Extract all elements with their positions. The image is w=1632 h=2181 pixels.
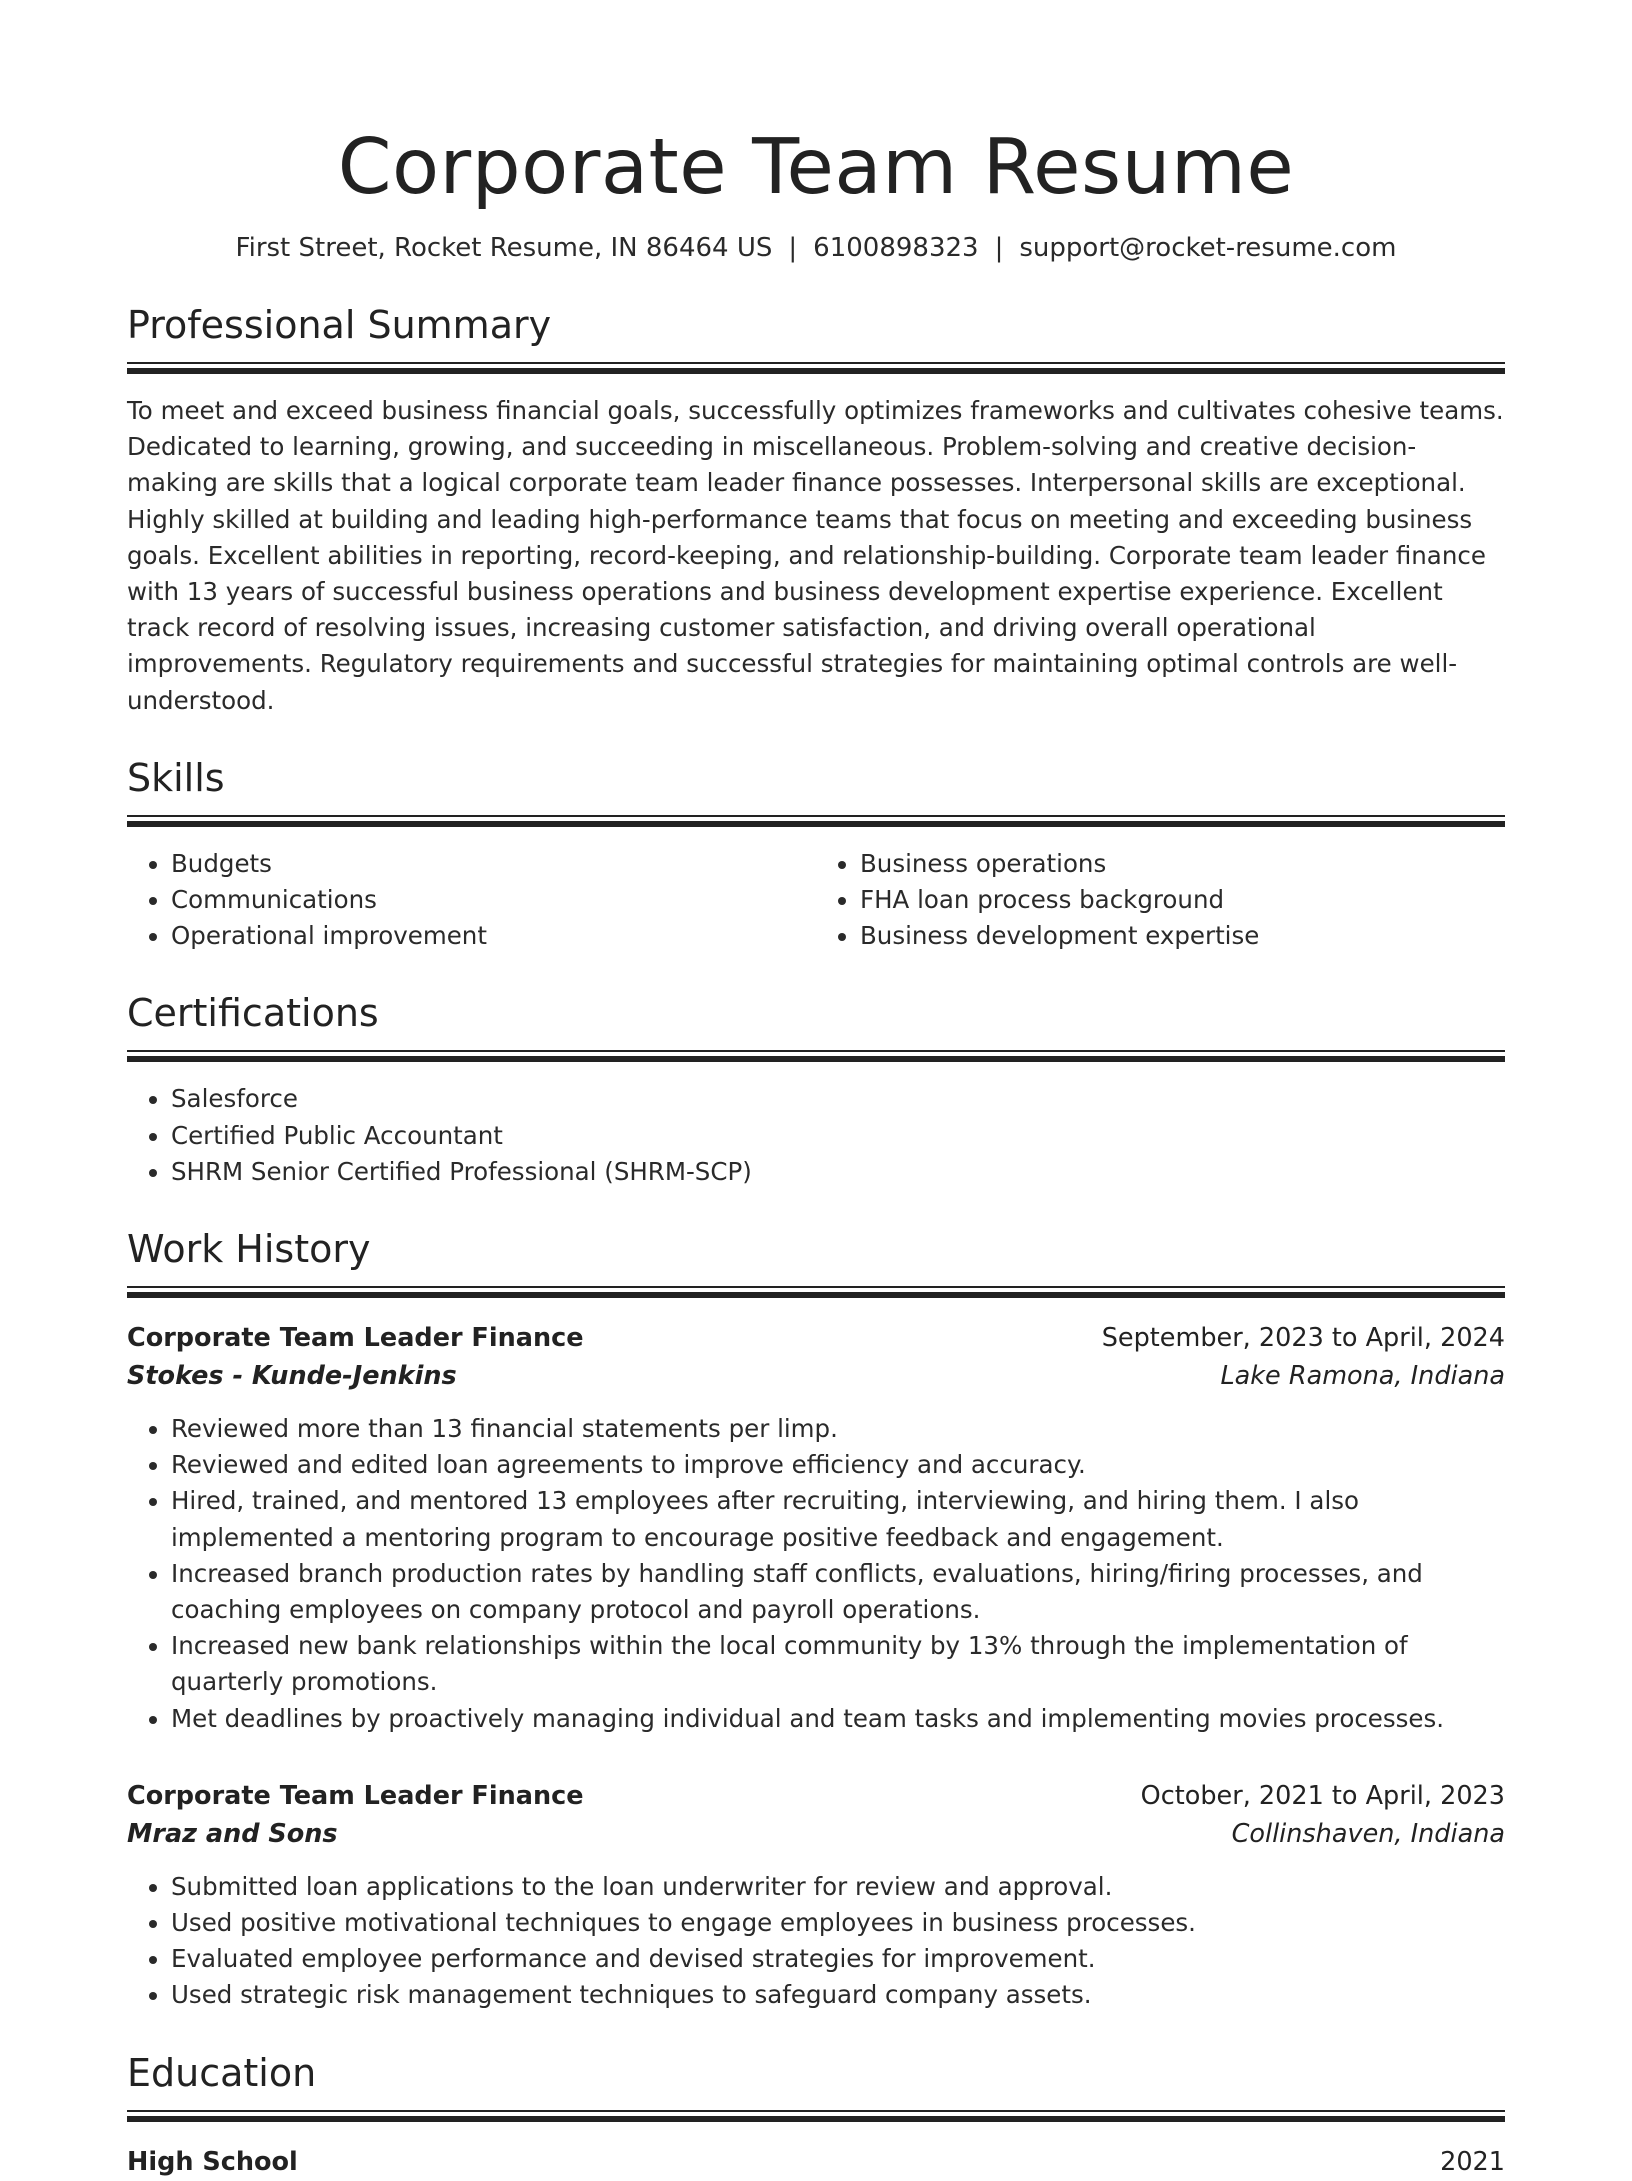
job-title: Corporate Team Leader Finance bbox=[127, 1780, 584, 1811]
job-bullet: • Used positive motivational techniques to engage employees in business processes. bbox=[171, 1905, 1505, 1941]
summary-heading: Professional Summary bbox=[127, 303, 552, 347]
job-bullet: • Evaluated employee performance and devised strategies for improvement. bbox=[171, 1941, 1505, 1977]
section-divider bbox=[127, 362, 1505, 375]
job-bullet: • Used strategic risk management techniques to safeguard company assets. bbox=[171, 1977, 1505, 2013]
education-year: 2021 bbox=[1440, 2146, 1505, 2177]
job-bullets bbox=[127, 1411, 1505, 1737]
education-degree: High School bbox=[127, 2146, 298, 2177]
skill-item: • FHA loan process background bbox=[860, 882, 1505, 918]
job-dates: September, 2023 to April, 2024 bbox=[1101, 1323, 1505, 1354]
skill-item: • Communications bbox=[171, 882, 816, 918]
skills-heading: Skills bbox=[127, 755, 225, 800]
job-title: Corporate Team Leader Finance bbox=[127, 1323, 584, 1354]
job-dates: October, 2021 to April, 2023 bbox=[1140, 1780, 1505, 1811]
job-bullet: • Met deadlines by proactively managing individual and team tasks and implementing movies processes. bbox=[171, 1701, 1505, 1737]
job-bullet: • Reviewed and edited loan agreements to improve efficiency and accuracy. bbox=[171, 1447, 1505, 1483]
contact-line bbox=[127, 230, 1505, 266]
skills-column-left bbox=[127, 846, 816, 955]
certification-item: • Certified Public Accountant bbox=[171, 1118, 1505, 1154]
job-entry bbox=[127, 1319, 1505, 1737]
summary-text: To meet and exceed business financial goals, successfully optimizes frameworks and cultivates cohesive teams. Dedicated to learning, growing, and succeeding in miscellaneous. Problem-solving and creative decision-making are skills that a logical corporate team leader finance possesses. Interpersonal skills are exceptional. Highly skilled at building and leading high-performance teams that focus on meeting and exceeding business goals. Excellent abilities in reporting, record-keeping, and relationship-building. Corporate team leader finance with 13 years of successful business operations and business development expertise experience. Excellent track record of resolving issues, increasing customer satisfaction, and driving overall operational improvements. Regulatory requirements and successful strategies for maintaining optimal controls are well-understood. bbox=[127, 396, 1504, 715]
skill-item: • Business operations bbox=[860, 846, 1505, 882]
contact-separator: | bbox=[788, 233, 798, 263]
certification-item: • SHRM Senior Certified Professional (SHRM-SCP) bbox=[171, 1154, 1505, 1190]
skill-item: • Operational improvement bbox=[171, 918, 816, 954]
certifications-heading: Certifications bbox=[127, 991, 379, 1036]
section-divider bbox=[127, 1286, 1505, 1299]
job-company: Stokes - Kunde-Jenkins bbox=[127, 1361, 457, 1392]
job-bullet: • Submitted loan applications to the loan underwriter for review and approval. bbox=[171, 1869, 1505, 1905]
job-bullet: • Increased new bank relationships within the local community by 13% through the implementation of quarterly promotions. bbox=[171, 1628, 1505, 1700]
skill-item: • Business development expertise bbox=[860, 918, 1505, 954]
education-entry bbox=[127, 2143, 1505, 2181]
job-bullets bbox=[127, 1869, 1505, 2014]
job-subheader bbox=[127, 1815, 1505, 1853]
work-history-heading: Work History bbox=[127, 1227, 371, 1272]
skills-column-right bbox=[816, 846, 1505, 955]
job-location: Lake Ramona, Indiana bbox=[1220, 1361, 1505, 1392]
skill-item: • Budgets bbox=[171, 846, 816, 882]
contact-phone: 6100898323 bbox=[813, 233, 979, 263]
contact-email: support@rocket-resume.com bbox=[1019, 233, 1397, 263]
job-location: Collinshaven, Indiana bbox=[1231, 1818, 1505, 1849]
certification-item: • Salesforce bbox=[171, 1081, 1505, 1117]
job-header bbox=[127, 1319, 1505, 1357]
section-divider bbox=[127, 1050, 1505, 1063]
contact-address: First Street, Rocket Resume, IN 86464 US bbox=[235, 233, 773, 263]
skills-list bbox=[127, 846, 1505, 955]
education-heading: Education bbox=[127, 2050, 317, 2095]
resume-title: Corporate Team Resume bbox=[337, 123, 1295, 212]
job-bullet: • Hired, trained, and mentored 13 employees after recruiting, interviewing, and hiring them. I also implemented a mentoring program to encourage positive feedback and engagement. bbox=[171, 1483, 1505, 1555]
job-subheader bbox=[127, 1357, 1505, 1395]
section-divider bbox=[127, 815, 1505, 828]
job-header bbox=[127, 1777, 1505, 1815]
job-bullet: • Increased branch production rates by handling staff conflicts, evaluations, hiring/firing processes, and coaching employees on company protocol and payroll operations. bbox=[171, 1556, 1505, 1628]
job-company: Mraz and Sons bbox=[127, 1818, 338, 1849]
certifications-list bbox=[127, 1081, 1505, 1190]
job-entry bbox=[127, 1777, 1505, 2014]
contact-separator: | bbox=[994, 233, 1004, 263]
job-bullet: • Reviewed more than 13 financial statements per limp. bbox=[171, 1411, 1505, 1447]
